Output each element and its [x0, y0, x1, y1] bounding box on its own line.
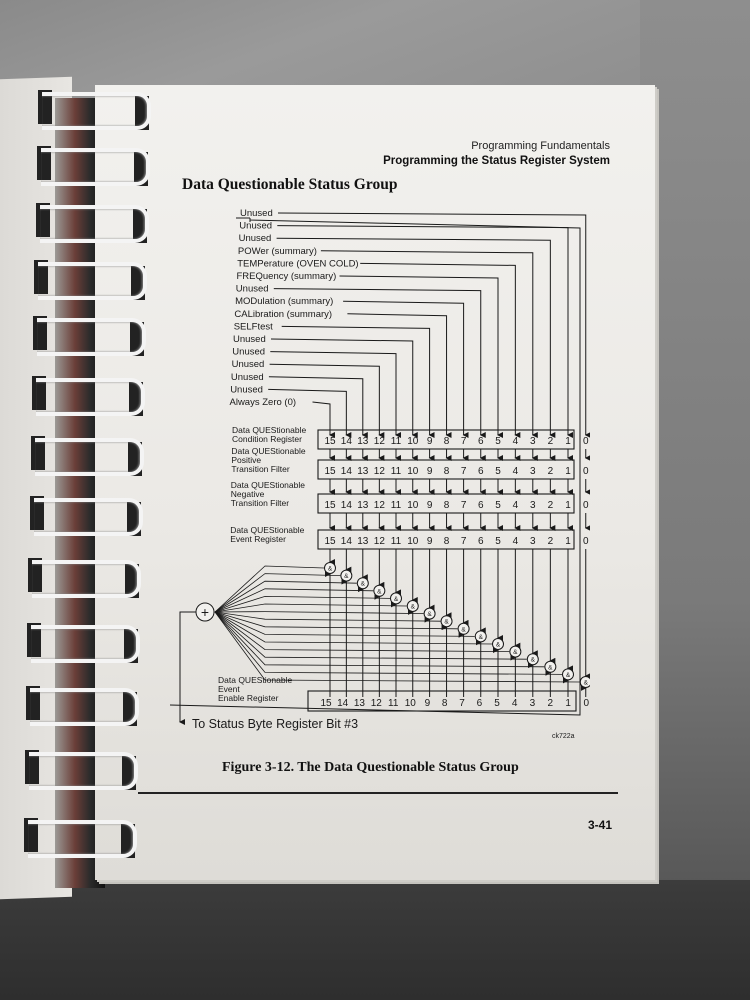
register-bit: 12 [373, 436, 385, 447]
bit-input-line [343, 301, 464, 435]
register-bit: 6 [477, 436, 484, 447]
register-label: Condition Register [232, 434, 302, 444]
header-section: Programming the Status Register System [383, 155, 610, 167]
register-bit: 5 [495, 466, 501, 477]
and-gate-symbol: & [360, 580, 365, 588]
spiral-ring [28, 820, 137, 858]
and-gate-symbol: & [427, 611, 432, 619]
and-gate-symbol: & [344, 573, 349, 581]
enable-register-bit: 3 [529, 698, 536, 709]
register-bit: 11 [390, 436, 402, 447]
bit-input-label: Unused [240, 208, 273, 219]
register-label: Event Register [230, 534, 286, 544]
and-gate-symbol: & [530, 656, 535, 664]
register-bit: 9 [426, 536, 433, 547]
register-bit: 15 [324, 536, 336, 547]
enable-register-label: Data QUEStionable [218, 675, 293, 685]
register-bit: 0 [582, 500, 589, 511]
register-bit: 14 [340, 536, 352, 547]
register-bit: 5 [495, 536, 501, 547]
bit-input-label: Unused [239, 220, 273, 232]
enable-register-bit: 14 [337, 698, 349, 709]
and-to-or-line [215, 612, 424, 614]
spiral-ring [30, 688, 139, 726]
enable-register-bit: 10 [404, 698, 416, 709]
register-label: Transition Filter [231, 464, 290, 474]
register-bit: 5 [495, 500, 501, 511]
bit-input-line [277, 226, 568, 435]
register-bit: 12 [373, 500, 385, 511]
bit-input-line [278, 213, 586, 435]
bit-input-line [321, 251, 533, 435]
bit-input-label: POWer (summary) [237, 245, 317, 257]
bit-input-label: Unused [232, 346, 266, 358]
status-group-diagram [170, 200, 590, 760]
register-bit: 7 [460, 500, 467, 511]
register-bit: 3 [530, 466, 536, 477]
bit-input-label: Unused [235, 283, 269, 295]
and-gate-symbol: & [495, 641, 501, 649]
footer-rule [138, 792, 618, 794]
register-bit: 2 [547, 500, 554, 511]
register-bit: 3 [530, 436, 536, 447]
bit-input-label: Always Zero (0) [229, 397, 297, 408]
register-bit: 13 [357, 536, 369, 547]
register-bit: 8 [443, 466, 450, 477]
bit-input-line [360, 263, 515, 435]
register-bit: 0 [582, 536, 589, 547]
and-gate-symbol: & [565, 671, 571, 679]
header-chapter: Programming Fundamentals [471, 140, 610, 152]
enable-register-label: Event [218, 684, 240, 694]
output-label: To Status Byte Register Bit #3 [192, 717, 359, 731]
section-title: Data Questionable Status Group [182, 176, 398, 193]
register-bit: 11 [390, 536, 402, 547]
or-gate-symbol: + [200, 604, 210, 620]
and-gate-symbol: & [410, 603, 415, 611]
spiral-ring [40, 205, 149, 243]
and-gate-symbol: & [513, 649, 518, 657]
register-bit: 2 [547, 466, 554, 477]
register-bit: 4 [512, 436, 519, 447]
enable-register-bit: 8 [441, 698, 448, 709]
register-label: Data QUEStionable [230, 525, 305, 535]
bit-input-label: Unused [233, 334, 266, 345]
enable-register-bit: 15 [320, 698, 332, 709]
register-bit: 2 [547, 436, 554, 447]
register-bit: 6 [477, 536, 484, 547]
register-bit: 11 [390, 466, 402, 477]
bit-input-label: CALibration (summary) [234, 308, 333, 320]
and-gate-symbol: & [377, 588, 382, 596]
and-to-or-line [215, 612, 580, 682]
register-label: Positive [231, 455, 262, 465]
spiral-ring [41, 148, 150, 186]
enable-register-bit: 9 [424, 698, 431, 709]
register-bit: 12 [373, 536, 385, 547]
register-bit: 3 [530, 536, 536, 547]
and-gate-symbol: & [327, 565, 333, 573]
register-bit: 2 [547, 536, 554, 547]
register-bit: 13 [357, 466, 369, 477]
register-bit: 14 [340, 466, 352, 477]
register-bit: 1 [565, 466, 571, 477]
enable-register-bit: 5 [494, 698, 500, 709]
register-bit: 5 [495, 436, 501, 447]
register-bit: 10 [407, 436, 419, 447]
register-bit: 9 [426, 500, 433, 511]
register-bit: 1 [565, 436, 571, 447]
register-bit: 1 [565, 536, 571, 547]
and-gate-symbol: & [393, 595, 399, 603]
enable-register-bit: 12 [370, 698, 382, 709]
figure-caption: Figure 3-12. The Data Questionable Status Group [222, 760, 519, 775]
spiral-ring [36, 378, 145, 416]
enable-register-bit: 2 [547, 698, 554, 709]
register-bit: 6 [477, 500, 484, 511]
bit-input-label: Unused [230, 384, 263, 396]
bit-input-label: TEMPerature (OVEN COLD) [237, 258, 359, 270]
register-bit: 3 [530, 500, 536, 511]
spiral-ring [34, 498, 143, 536]
register-bit: 1 [565, 500, 571, 511]
register-bit: 10 [407, 536, 419, 547]
register-label: Data QUEStionable [230, 480, 305, 490]
bit-input-label: SELFtest [233, 321, 273, 333]
register-bit: 12 [373, 466, 385, 477]
page-number: 3-41 [588, 818, 613, 832]
register-bit: 10 [407, 500, 419, 511]
enable-register-bit: 4 [511, 698, 518, 709]
enable-register-bit: 0 [583, 698, 590, 709]
register-label: Negative [230, 489, 265, 499]
and-gate-symbol: & [548, 664, 553, 672]
spiral-ring [42, 92, 151, 130]
and-gate-symbol: & [461, 626, 466, 634]
register-bit: 9 [426, 436, 433, 447]
register-bit: 7 [460, 466, 467, 477]
enable-register-bit: 7 [459, 698, 465, 709]
bit-input-label: Unused [231, 359, 265, 371]
figure-id: ck722a [552, 733, 575, 740]
enable-register-label: Enable Register [218, 693, 279, 703]
and-gate-symbol: & [478, 633, 483, 641]
register-bit: 9 [426, 466, 433, 477]
register-bit: 8 [443, 436, 450, 447]
spiral-ring [37, 318, 146, 356]
register-bit: 14 [340, 436, 352, 447]
spiral-ring [31, 625, 140, 663]
and-gate-symbol: & [583, 679, 588, 687]
spiral-ring [38, 262, 147, 300]
enable-register-bit: 11 [388, 698, 399, 709]
bit-input-label: Unused [230, 371, 264, 383]
register-bit: 0 [582, 466, 589, 477]
bit-input-label: MODulation (summary) [235, 296, 334, 308]
and-gate-symbol: & [444, 618, 449, 626]
register-bit: 7 [460, 536, 467, 547]
register-label: Data QUEStionable [231, 446, 306, 456]
register-bit: 10 [407, 466, 419, 477]
bit-input-line [282, 326, 430, 435]
enable-register-bit: 13 [353, 698, 365, 709]
register-bit: 15 [324, 466, 336, 477]
enable-register-bit: 6 [476, 698, 483, 709]
spiral-ring [29, 752, 138, 790]
register-label: Data QUEStionable [232, 425, 307, 435]
register-bit: 15 [324, 436, 336, 447]
register-bit: 14 [340, 500, 352, 511]
register-bit: 4 [512, 466, 519, 477]
bit-input-label: FREQuency (summary) [236, 271, 337, 282]
register-bit: 13 [357, 436, 369, 447]
and-to-or-line [215, 604, 407, 612]
register-bit: 8 [443, 536, 450, 547]
register-bit: 4 [512, 500, 519, 511]
register-bit: 8 [443, 500, 450, 511]
register-bit: 6 [477, 466, 484, 477]
bit-input-label: Unused [238, 233, 272, 245]
and-to-or-line [215, 612, 475, 636]
spiral-ring [35, 438, 144, 476]
register-bit: 15 [324, 500, 336, 511]
register-bit: 7 [460, 436, 467, 447]
register-bit: 13 [357, 500, 369, 511]
background-cloth-right [640, 0, 750, 1000]
background-cloth-bottom [0, 880, 750, 1000]
spiral-ring [32, 560, 141, 598]
register-label: Transition Filter [230, 498, 290, 508]
register-bit: 11 [390, 500, 402, 511]
register-bit: 4 [512, 536, 519, 547]
enable-register-bit: 1 [565, 698, 571, 709]
bit-input-line [347, 314, 446, 435]
register-bit: 0 [582, 436, 589, 447]
